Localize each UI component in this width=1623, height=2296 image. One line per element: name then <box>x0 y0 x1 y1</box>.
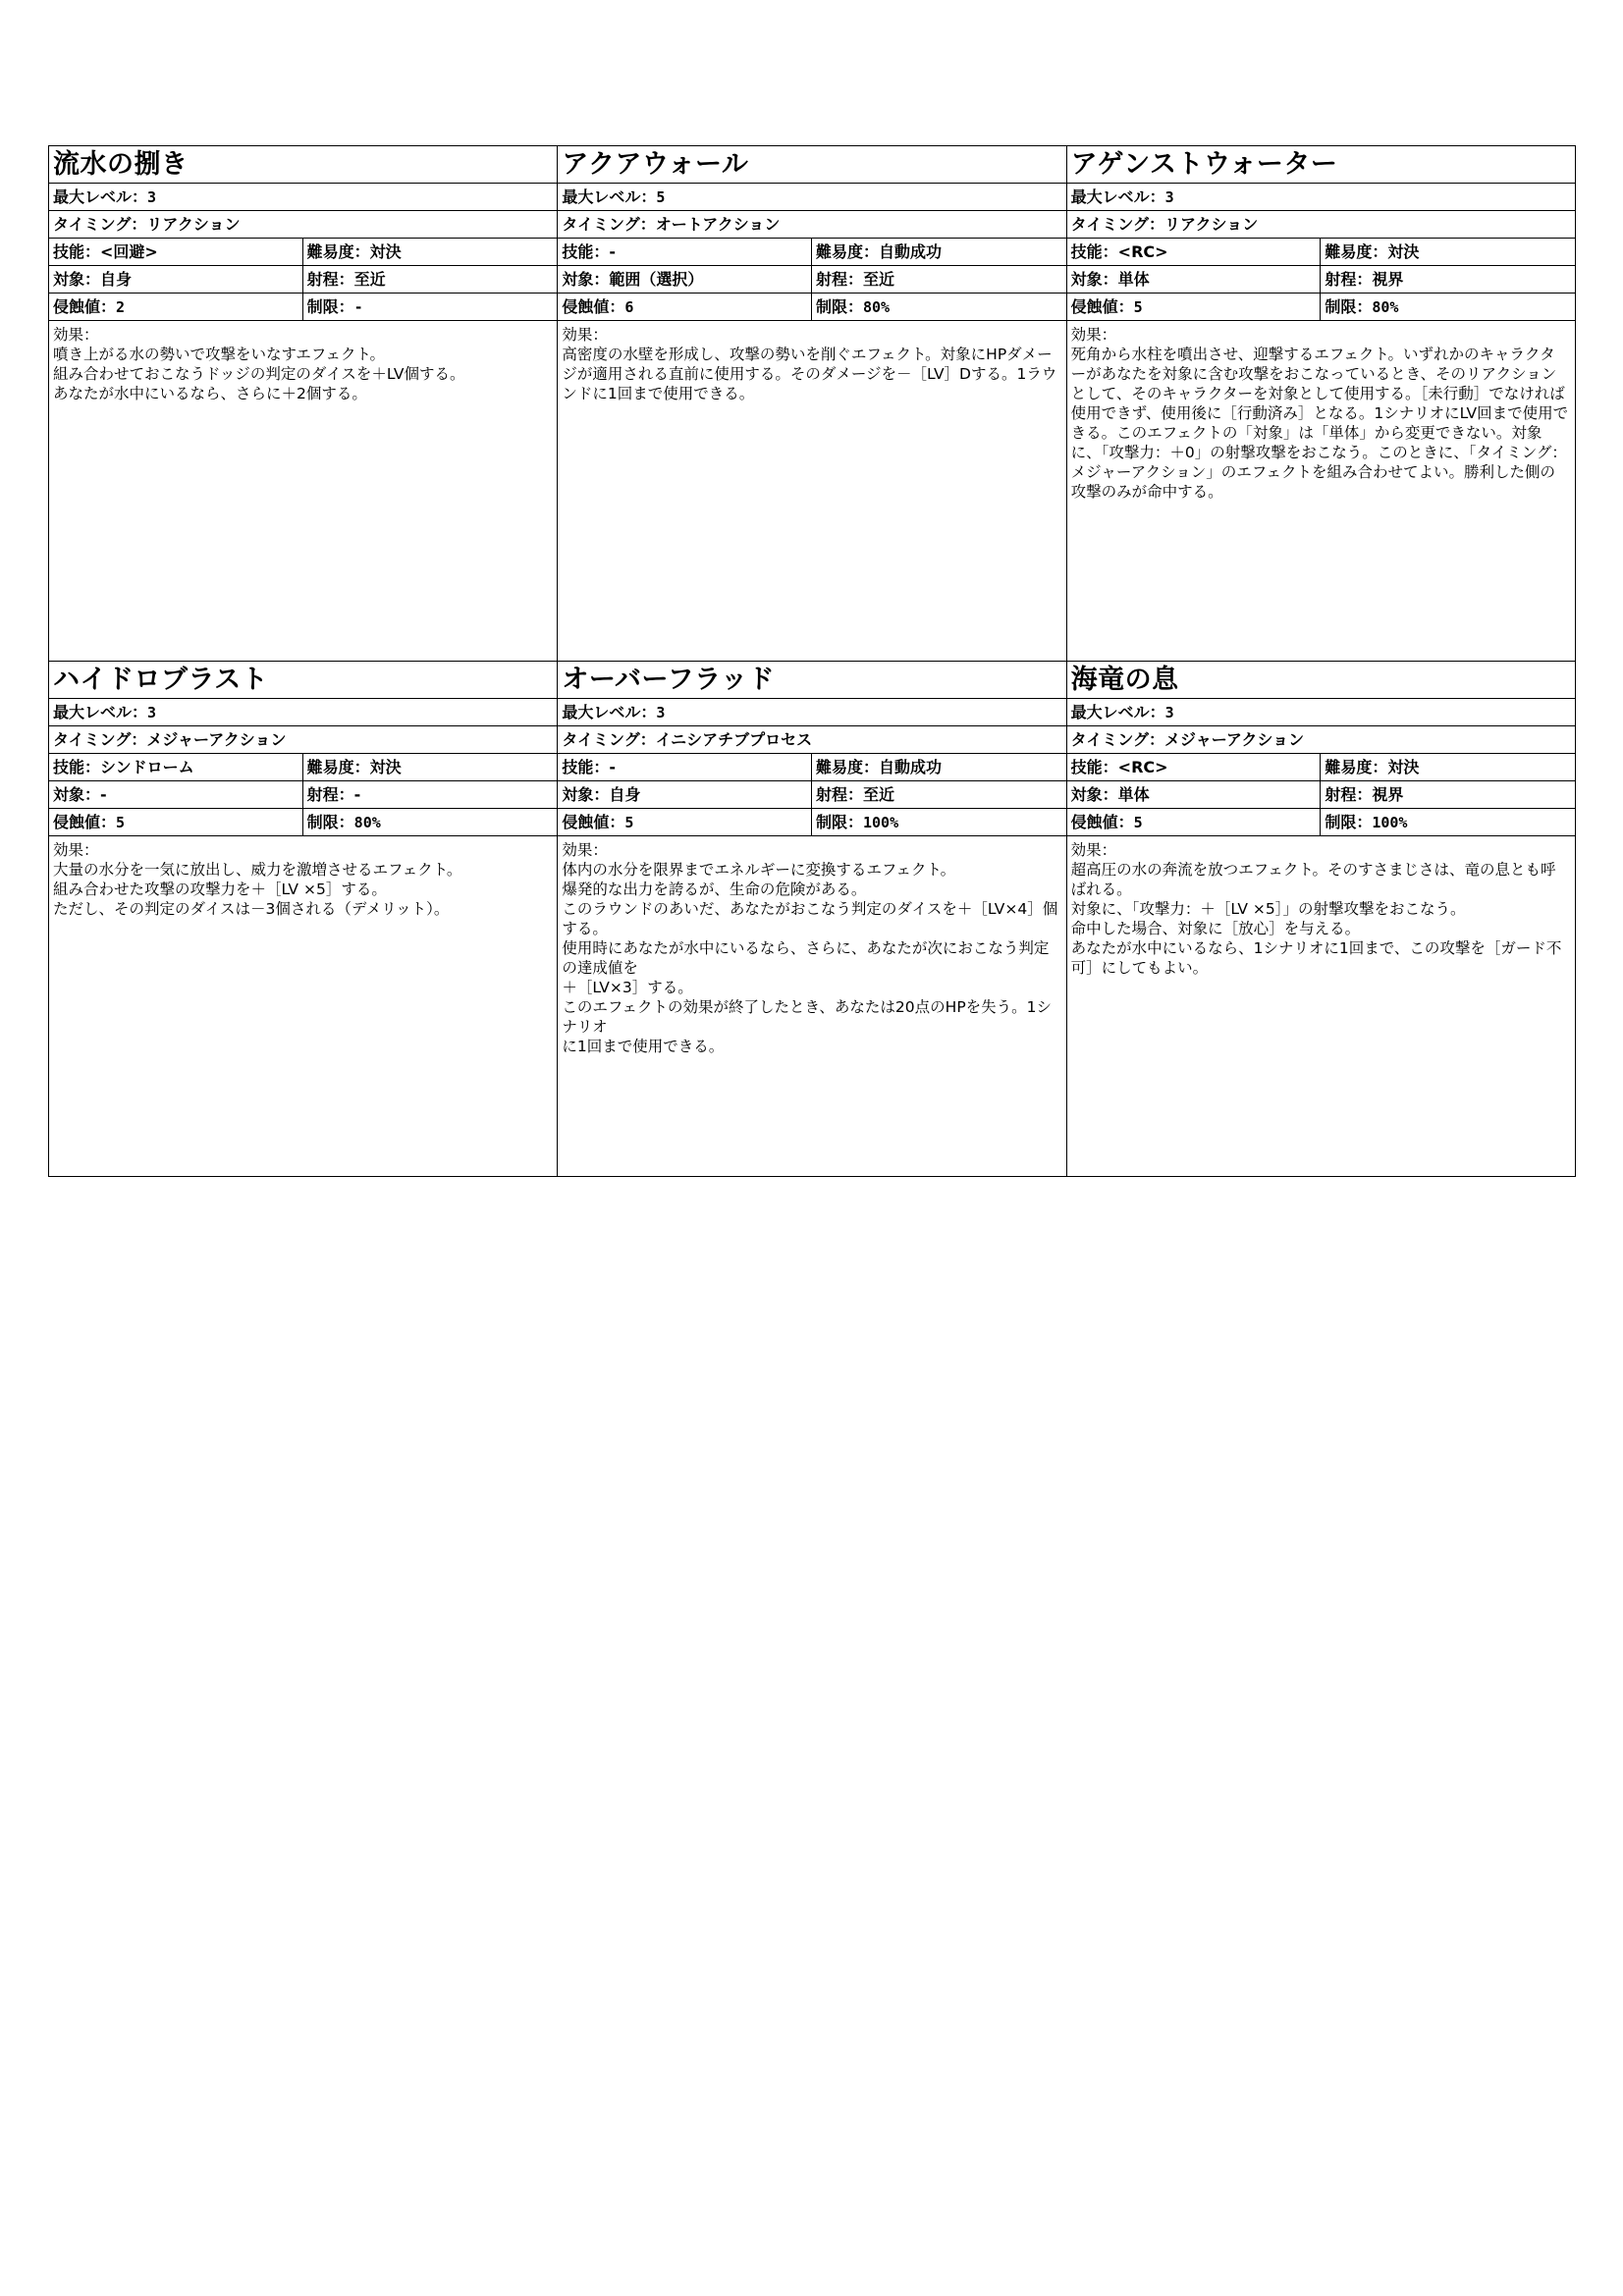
target-value: 単体 <box>1117 785 1150 804</box>
erosion-value: 5 <box>1133 814 1143 831</box>
effect-lines <box>1071 345 1569 502</box>
range-value: 至近 <box>863 270 895 289</box>
limit-value: 100% <box>1372 814 1408 831</box>
target-cell <box>558 266 812 293</box>
erosion-label: 侵蝕値： <box>1070 297 1134 316</box>
effect-label: 効果： <box>1070 841 1117 859</box>
target-value: 自身 <box>100 270 133 289</box>
timing-value: リアクション <box>1164 215 1259 234</box>
target-range-row <box>1067 781 1575 809</box>
target-label: 対象： <box>562 270 610 289</box>
erosion-cell <box>49 294 303 320</box>
target-cell <box>1067 781 1322 808</box>
skill-value: シンドローム <box>100 758 194 776</box>
erosion-limit-row <box>558 809 1065 836</box>
difficulty-label: 難易度： <box>815 242 879 261</box>
skill-value: - <box>609 242 616 261</box>
difficulty-cell <box>303 754 558 780</box>
skill-label: 技能： <box>562 758 610 776</box>
target-value: - <box>100 785 107 804</box>
timing-label: タイミング： <box>562 730 656 749</box>
timing-value: リアクション <box>146 215 241 234</box>
skill-cell <box>558 754 812 780</box>
difficulty-label: 難易度： <box>815 758 879 776</box>
effect-card <box>558 662 1066 1177</box>
difficulty-value: 対決 <box>1387 242 1420 261</box>
difficulty-cell <box>1321 754 1575 780</box>
max-level-value: 5 <box>656 188 666 206</box>
limit-label: 制限： <box>1325 297 1373 316</box>
timing-value: オートアクション <box>655 215 781 234</box>
effect-line: ただし、その判定のダイスは－3個される（デメリット）。 <box>53 900 450 918</box>
max-level-value: 3 <box>656 704 666 721</box>
skill-label: 技能： <box>1070 758 1118 776</box>
timing-label: タイミング： <box>53 730 147 749</box>
effect-line: 使用時にあなたが水中にいるなら、さらに、あなたが次におこなう判定の達成値を <box>562 939 1050 977</box>
target-range-row <box>558 781 1065 809</box>
max-level-row <box>1067 699 1575 726</box>
skill-value: <回避> <box>100 242 158 261</box>
effect-card <box>558 146 1066 662</box>
timing-row <box>558 211 1065 239</box>
skill-label: 技能： <box>562 242 610 261</box>
effect-name: ハイドロブラスト <box>49 662 557 699</box>
skill-value: <RC> <box>1117 242 1168 261</box>
effect-text <box>558 836 1065 1176</box>
skill-difficulty-row <box>1067 754 1575 781</box>
skill-cell <box>1067 754 1322 780</box>
skill-value: <RC> <box>1117 758 1168 776</box>
effect-line: ＋［LV×3］する。 <box>562 979 693 996</box>
target-label: 対象： <box>562 785 610 804</box>
max-level-row <box>49 184 557 211</box>
difficulty-label: 難易度： <box>306 758 370 776</box>
max-level-row <box>1067 184 1575 211</box>
max-level-label: 最大レベル： <box>562 187 657 206</box>
limit-label: 制限： <box>815 813 863 831</box>
timing-value: メジャーアクション <box>1164 730 1305 749</box>
max-level-label: 最大レベル： <box>53 703 148 721</box>
range-value: 視界 <box>1372 270 1404 289</box>
range-value: - <box>353 785 361 804</box>
erosion-value: 6 <box>624 298 634 316</box>
skill-difficulty-row <box>49 239 557 266</box>
difficulty-value: 対決 <box>1387 758 1420 776</box>
effect-name: オーバーフラッド <box>558 662 1065 699</box>
effect-name: アゲンストウォーター <box>1067 146 1575 184</box>
effect-lines <box>562 860 1059 1056</box>
effect-card <box>1067 662 1576 1177</box>
max-level-label: 最大レベル： <box>562 703 657 721</box>
skill-cell <box>49 239 303 265</box>
effect-line: このエフェクトの効果が終了したとき、あなたは20点のHPを失う。1シナリオ <box>562 998 1053 1036</box>
effect-line: 大量の水分を一気に放出し、威力を激増させるエフェクト。 <box>53 861 462 879</box>
effect-line: に1回まで使用できる。 <box>562 1038 725 1055</box>
skill-difficulty-row <box>49 754 557 781</box>
max-level-value: 3 <box>1164 704 1174 721</box>
timing-row <box>1067 211 1575 239</box>
effect-line: 爆発的な出力を誇るが、生命の危険がある。 <box>562 881 867 898</box>
erosion-limit-row <box>558 294 1065 321</box>
target-range-row <box>49 266 557 294</box>
max-level-row <box>558 699 1065 726</box>
effect-line: 対象に、「攻撃力：＋［LV ×5］」の射撃攻撃をおこなう。 <box>1070 900 1466 918</box>
effect-label: 効果： <box>562 326 608 344</box>
limit-label: 制限： <box>306 297 354 316</box>
effect-line: 死角から水柱を噴出させ、迎撃するエフェクト。いずれかのキャラクターがあなたを対象に含む攻撃をおこなっているとき、そのリアクションとして、そのキャラクターを対象として使用する。［未行動］でなければ使用できず、使用後に［行動済み］となる。1シナリオにLV回まで使用できる。このエフェクトの「対象」は「単体」から変更できない。対象に、「攻撃力：＋0」の射撃攻撃をおこなう。このときに、「タイミング：メジャーアクション」のエフェクトを組み合わせてよい。勝利した側の攻撃のみが命中する。 <box>1070 346 1569 501</box>
difficulty-value: 自動成功 <box>879 758 943 776</box>
limit-cell <box>812 294 1066 320</box>
range-cell <box>1321 781 1575 808</box>
limit-label: 制限： <box>815 297 863 316</box>
effect-text <box>1067 321 1575 661</box>
skill-difficulty-row <box>558 754 1065 781</box>
effect-line: 噴き上がる水の勢いで攻撃をいなすエフェクト。 <box>53 346 386 363</box>
range-label: 射程： <box>306 785 354 804</box>
limit-value: 80% <box>353 814 381 831</box>
effect-lines <box>53 345 551 403</box>
limit-value: 100% <box>863 814 899 831</box>
limit-value: 80% <box>863 298 891 316</box>
max-level-row <box>49 699 557 726</box>
effect-label: 効果： <box>53 326 99 344</box>
effect-text <box>49 321 557 661</box>
target-label: 対象： <box>1070 270 1118 289</box>
skill-label: 技能： <box>53 758 101 776</box>
timing-label: タイミング： <box>53 215 147 234</box>
difficulty-value: 対決 <box>369 242 402 261</box>
erosion-limit-row <box>1067 809 1575 836</box>
erosion-value: 5 <box>624 814 634 831</box>
timing-value: メジャーアクション <box>146 730 287 749</box>
erosion-limit-row <box>1067 294 1575 321</box>
erosion-cell <box>558 294 812 320</box>
effect-line: 組み合わせた攻撃の攻撃力を＋［LV ×5］する。 <box>53 881 387 898</box>
effect-name: 流水の捌き <box>49 146 557 184</box>
skill-value: - <box>609 758 616 776</box>
range-label: 射程： <box>1325 270 1373 289</box>
timing-label: タイミング： <box>562 215 656 234</box>
erosion-label: 侵蝕値： <box>53 813 117 831</box>
effect-card <box>49 662 558 1177</box>
effect-text <box>49 836 557 1176</box>
limit-cell <box>1321 294 1575 320</box>
target-cell <box>558 781 812 808</box>
difficulty-cell <box>303 239 558 265</box>
effect-name: 海竜の息 <box>1067 662 1575 699</box>
max-level-row <box>558 184 1065 211</box>
max-level-value: 3 <box>147 704 157 721</box>
difficulty-value: 自動成功 <box>879 242 943 261</box>
timing-row <box>1067 726 1575 754</box>
erosion-label: 侵蝕値： <box>562 297 625 316</box>
effect-label: 効果： <box>562 841 608 859</box>
difficulty-label: 難易度： <box>306 242 370 261</box>
skill-label: 技能： <box>53 242 101 261</box>
erosion-value: 5 <box>1133 298 1143 316</box>
target-value: 自身 <box>609 785 641 804</box>
effect-card <box>49 146 558 662</box>
difficulty-cell <box>1321 239 1575 265</box>
range-label: 射程： <box>1325 785 1373 804</box>
range-value: 至近 <box>353 270 386 289</box>
erosion-cell <box>558 809 812 835</box>
effect-label: 効果： <box>53 841 99 859</box>
erosion-label: 侵蝕値： <box>562 813 625 831</box>
erosion-cell <box>49 809 303 835</box>
target-cell <box>1067 266 1322 293</box>
limit-cell <box>303 294 558 320</box>
target-cell <box>49 781 303 808</box>
range-cell <box>303 781 558 808</box>
difficulty-cell <box>812 239 1066 265</box>
erosion-cell <box>1067 294 1322 320</box>
max-level-value: 3 <box>1164 188 1174 206</box>
target-value: 単体 <box>1117 270 1150 289</box>
range-cell <box>1321 266 1575 293</box>
target-label: 対象： <box>1070 785 1118 804</box>
target-cell <box>49 266 303 293</box>
max-level-label: 最大レベル： <box>1070 703 1165 721</box>
target-label: 対象： <box>53 785 101 804</box>
max-level-value: 3 <box>147 188 157 206</box>
range-label: 射程： <box>815 785 863 804</box>
effect-line: 高密度の水壁を形成し、攻撃の勢いを削ぐエフェクト。対象にHPダメージが適用される直前に使用する。そのダメージを－［LV］Dする。1ラウンドに1回まで使用できる。 <box>562 346 1057 402</box>
effect-card <box>1067 146 1576 662</box>
erosion-value: 5 <box>116 814 126 831</box>
range-cell <box>812 781 1066 808</box>
timing-value: イニシアチブプロセス <box>655 730 813 749</box>
skill-label: 技能： <box>1070 242 1118 261</box>
target-range-row <box>49 781 557 809</box>
target-range-row <box>1067 266 1575 294</box>
range-value: 至近 <box>863 785 895 804</box>
range-cell <box>812 266 1066 293</box>
difficulty-cell <box>812 754 1066 780</box>
range-cell <box>303 266 558 293</box>
timing-row <box>49 211 557 239</box>
erosion-limit-row <box>49 294 557 321</box>
effect-line: 超高圧の水の奔流を放つエフェクト。そのすさまじさは、竜の息とも呼ばれる。 <box>1070 861 1556 898</box>
range-label: 射程： <box>815 270 863 289</box>
effect-name: アクアウォール <box>558 146 1065 184</box>
effect-line: 命中した場合、対象に［放心］を与える。 <box>1070 920 1361 937</box>
effect-lines <box>53 860 551 919</box>
limit-value: 80% <box>1372 298 1399 316</box>
target-range-row <box>558 266 1065 294</box>
range-value: 視界 <box>1372 785 1404 804</box>
erosion-value: 2 <box>116 298 126 316</box>
effect-text <box>558 321 1065 661</box>
erosion-limit-row <box>49 809 557 836</box>
effect-lines <box>1071 860 1569 978</box>
erosion-label: 侵蝕値： <box>1070 813 1134 831</box>
effect-line: 組み合わせておこなうドッジの判定のダイスを＋LV個する。 <box>53 365 465 383</box>
timing-row <box>558 726 1065 754</box>
max-level-label: 最大レベル： <box>53 187 148 206</box>
timing-label: タイミング： <box>1070 730 1165 749</box>
effect-line: このラウンドのあいだ、あなたがおこなう判定のダイスを＋［LV×4］個する。 <box>562 900 1058 937</box>
timing-label: タイミング： <box>1070 215 1165 234</box>
skill-difficulty-row <box>1067 239 1575 266</box>
effect-card-grid <box>48 145 1576 1177</box>
effect-label: 効果： <box>1070 326 1117 344</box>
limit-label: 制限： <box>1325 813 1373 831</box>
effect-lines <box>562 345 1059 403</box>
effect-text <box>1067 836 1575 1176</box>
range-label: 射程： <box>306 270 354 289</box>
erosion-label: 侵蝕値： <box>53 297 117 316</box>
effect-line: 体内の水分を限界までエネルギーに変換するエフェクト。 <box>562 861 956 879</box>
effect-line: あなたが水中にいるなら、さらに＋2個する。 <box>53 385 367 402</box>
limit-value: - <box>353 298 363 316</box>
timing-row <box>49 726 557 754</box>
skill-cell <box>1067 239 1322 265</box>
limit-cell <box>303 809 558 835</box>
skill-cell <box>49 754 303 780</box>
skill-difficulty-row <box>558 239 1065 266</box>
difficulty-label: 難易度： <box>1325 758 1388 776</box>
target-value: 範囲（選択） <box>609 270 704 289</box>
limit-label: 制限： <box>306 813 354 831</box>
skill-cell <box>558 239 812 265</box>
difficulty-label: 難易度： <box>1325 242 1388 261</box>
difficulty-value: 対決 <box>369 758 402 776</box>
limit-cell <box>812 809 1066 835</box>
effect-line: あなたが水中にいるなら、1シナリオに1回まで、この攻撃を［ガード不可］にしてもよい。 <box>1070 939 1562 977</box>
target-label: 対象： <box>53 270 101 289</box>
limit-cell <box>1321 809 1575 835</box>
max-level-label: 最大レベル： <box>1070 187 1165 206</box>
erosion-cell <box>1067 809 1322 835</box>
